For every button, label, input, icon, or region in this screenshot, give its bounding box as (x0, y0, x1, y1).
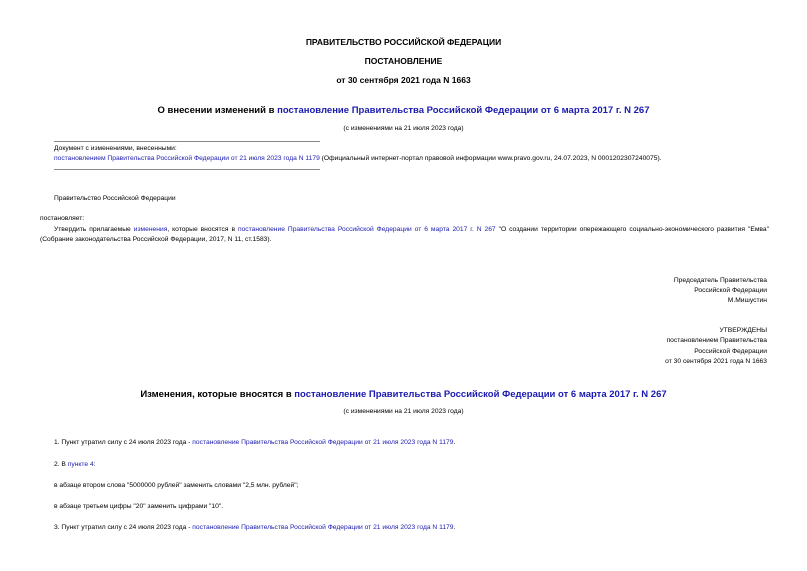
preamble-government: Правительство Российской Федерации (54, 195, 176, 202)
signature-line3: М.Мишустин (727, 297, 767, 304)
item-3-text: 3. Пункт утратил силу с 24 июля 2023 года - (54, 524, 193, 531)
doc-revision: (с изменениями на 21 июля 2023 года) (343, 125, 464, 132)
preamble-start: Утвердить прилагаемые (54, 226, 134, 233)
preamble-changes-link[interactable]: изменения (133, 226, 168, 233)
preamble-paragraph (40, 225, 769, 245)
doc-title (0, 105, 807, 116)
changes-note-label: Документ с изменениями, внесенными: (54, 145, 177, 152)
changes-note-link[interactable]: постановлением Правительства Российской Федерации от 21 июля 2023 года N 1179 (54, 155, 320, 162)
item-3-end: . (453, 524, 456, 531)
changes-title (0, 389, 807, 400)
item-1-text: 1. Пункт утратил силу с 24 июля 2023 года - (54, 439, 193, 446)
changes-note-rest: (Официальный интернет-портал правовой информации www.pravo.gov.ru, 24.07.2023, N 0001202307240075). (319, 155, 662, 162)
item-1-end: . (453, 439, 456, 446)
changes-title-link[interactable]: постановление Правительства Российской Федерации от 6 марта 2017 г. N 267 (294, 389, 667, 400)
item-2-a: в абзаце втором слова "5000000 рублей" заменить словами "2,5 млн. рублей"; (54, 482, 299, 489)
doc-title-prefix: О внесении изменений в (157, 105, 278, 116)
signature-line1: Председатель Правительства (673, 277, 767, 284)
approved-line4: от 30 сентября 2021 года N 1663 (665, 358, 767, 365)
item-2-text: 2. В (54, 461, 68, 468)
changes-note-line (54, 155, 662, 162)
item-3-link[interactable]: постановление Правительства Российской Федерации от 21 июля 2023 года N 1179 (192, 524, 454, 531)
header-date: от 30 сентября 2021 года N 1663 (336, 75, 471, 85)
changes-title-prefix: Изменения, которые вносятся в (140, 389, 295, 400)
preamble-end: "О создании территории опережающего социально-экономического развития "Емва" (Собрание законодательства Российской Федерации, 2017, N 11, ст.1583). (40, 226, 769, 243)
approved-line1: УТВЕРЖДЕНЫ (719, 327, 767, 334)
signature-line2: Российской Федерации (694, 287, 767, 294)
note-bottom-rule (54, 169, 320, 170)
item-1-link[interactable]: постановление Правительства Российской Федерации от 21 июля 2023 года N 1179 (192, 439, 454, 446)
item-2-b: в абзаце третьем цифры "20" заменить цифрами "10". (54, 503, 224, 510)
item-2-end: : (93, 461, 96, 468)
approved-line2: постановлением Правительства (666, 337, 767, 344)
preamble-decrees: постановляет: (40, 215, 85, 222)
item-2 (54, 461, 96, 468)
header-org: ПРАВИТЕЛЬСТВО РОССИЙСКОЙ ФЕДЕРАЦИИ (305, 37, 502, 47)
approved-line3: Российской Федерации (694, 348, 767, 355)
item-1 (54, 439, 455, 446)
changes-revision: (с изменениями на 21 июля 2023 года) (343, 408, 464, 415)
preamble-mid: , которые вносятся в (167, 226, 238, 233)
item-3 (54, 524, 455, 531)
header-doc-type: ПОСТАНОВЛЕНИЕ (364, 56, 443, 66)
doc-title-link[interactable]: постановление Правительства Российской Федерации от 6 марта 2017 г. N 267 (277, 105, 650, 116)
item-2-link[interactable]: пункте 4 (67, 461, 94, 468)
note-top-rule (54, 141, 320, 142)
preamble-decree-link[interactable]: постановление Правительства Российской Федерации от 6 марта 2017 г. N 267 (237, 226, 496, 233)
